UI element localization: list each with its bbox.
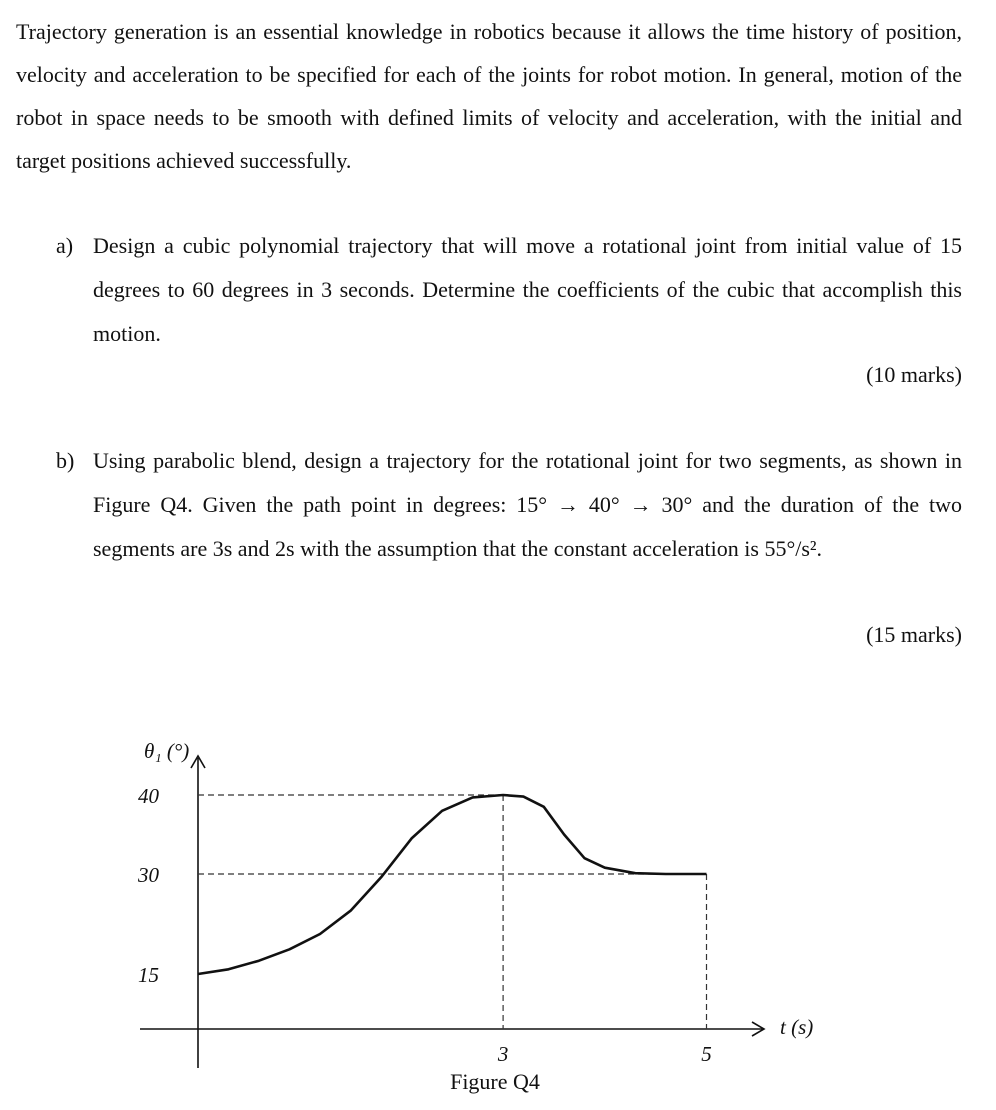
y-axis-label: θ₁ (°) — [144, 739, 190, 763]
figure-caption-text: Figure Q4 — [450, 1069, 540, 1094]
question-a-text: Design a cubic polynomial trajectory that will move a rotational joint from initial value of 15 degrees to 60 degrees in 3 seconds. Determine the coefficients of the cubic that accomplish this motion. — [93, 233, 962, 346]
question-a-marks: (10 marks) — [866, 362, 962, 387]
question-b-label: b) — [56, 448, 75, 473]
x-tick-label-3: 3 — [497, 1042, 509, 1066]
intro-paragraph: Trajectory generation is an essential knowledge in robotics because it allows the time history of position, velocity and acceleration to be specified for each of the joints for robot motion. In general, motion of the robot in space needs to be smooth with defined limits of velocity and acceleration, with the initial and target positions achieved successfully. — [16, 19, 962, 173]
question-a — [56, 224, 962, 356]
x-axis-label: t (s) — [780, 1015, 814, 1039]
y-tick-label-15: 15 — [138, 963, 159, 987]
question-a-label: a) — [56, 233, 74, 258]
x-tick-label-5: 5 — [701, 1042, 712, 1066]
question-b-marks: (15 marks) — [866, 622, 962, 647]
trajectory-curve — [198, 795, 707, 974]
y-tick-label-30: 30 — [138, 863, 159, 887]
figure-caption — [0, 1069, 996, 1095]
trajectory-figure — [0, 720, 996, 1070]
y-tick-label-40: 40 — [138, 784, 159, 808]
question-b-text: Using parabolic blend, design a trajectory for the rotational joint for two segments, as shown in Figure Q4. Given the path point in degrees: 15° → 40° → 30° and the duration of the two segments are 3s and 2s with the assumption that the constant acceleration is 55°/s². — [93, 448, 962, 561]
question-b — [56, 439, 962, 571]
